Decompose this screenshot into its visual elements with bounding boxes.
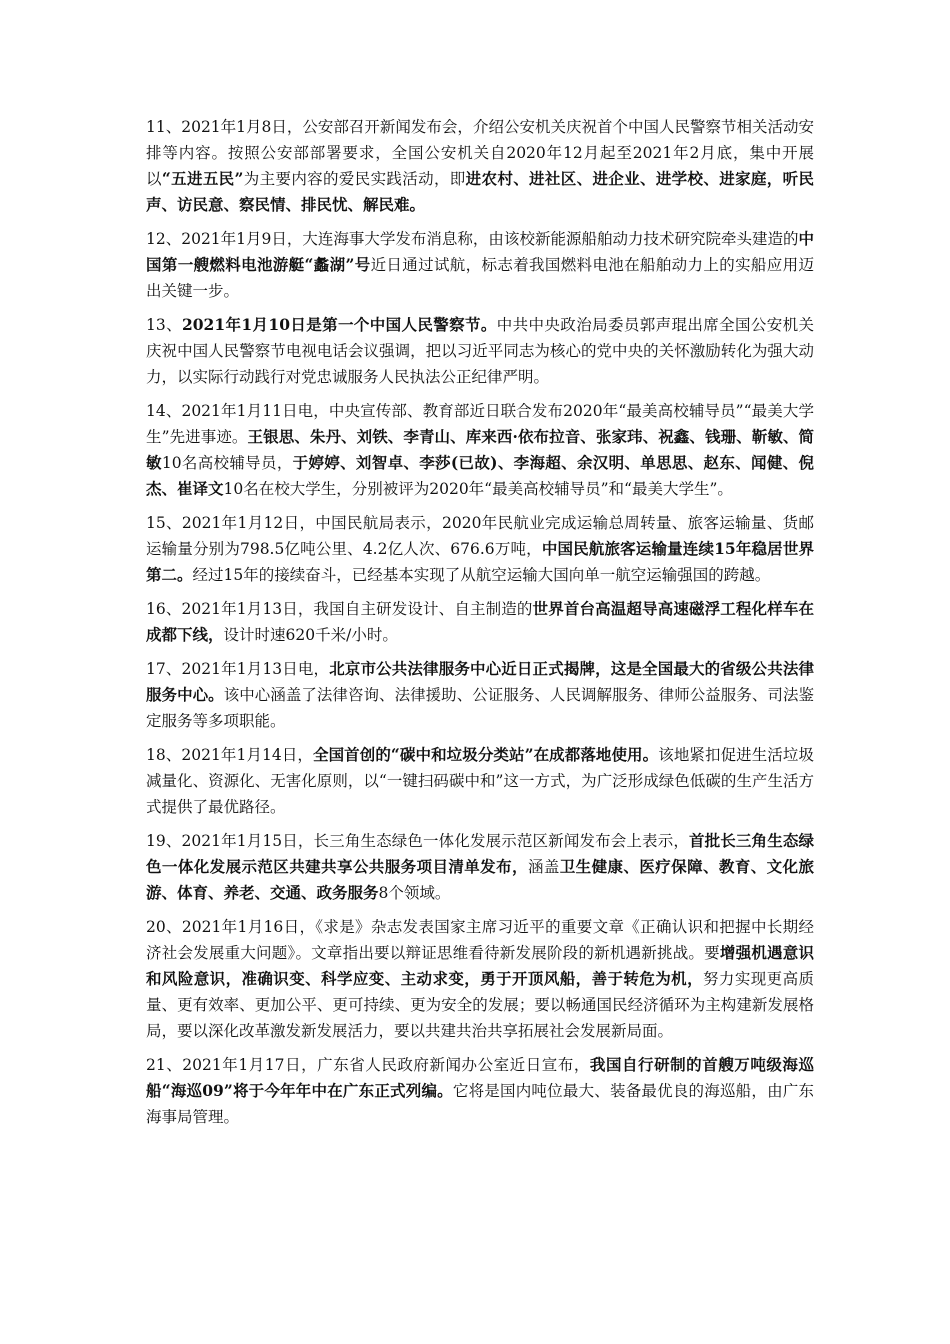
news-item-highlight: 世界首台高温超导高速磁浮工程化样车在成都下线，	[146, 599, 814, 644]
news-item	[146, 656, 814, 734]
news-item-text: 设计时速620千米/小时。	[223, 626, 398, 644]
news-item-text: 14、2021年1月11日电，中央宣传部、教育部近日联合发布2020年“最美高校辅导员”“最美大学生”先进事迹。	[146, 402, 814, 446]
news-item-text: 16、2021年1月13日，我国自主研发设计、自主制造的	[146, 600, 533, 618]
news-item-highlight: 全国首创的“碳中和垃圾分类站”在成都落地使用。	[313, 745, 659, 764]
news-item-text: 21、2021年1月17日，广东省人民政府新闻办公室近日宣布，	[146, 1056, 590, 1074]
news-item-highlight: 于婷婷、刘智卓、李莎(已故)、李海超、余汉明、单思思、赵东、闻健、倪杰、崔译文	[146, 453, 814, 498]
news-item-text: 它将是国内吨位最大、装备最优良的海巡船，由广东海事局管理。	[146, 1082, 814, 1126]
news-item-highlight: “五进五民”	[161, 169, 244, 188]
news-item-text: 17、2021年1月13日电，	[146, 660, 330, 678]
news-item	[146, 742, 814, 820]
news-item-text: 涵盖	[527, 858, 560, 876]
news-item	[146, 596, 814, 648]
news-item	[146, 398, 814, 502]
news-item-text: 13、	[146, 316, 182, 334]
news-item-highlight: 2021年1月10日是第一个中国人民警察节。	[181, 315, 497, 334]
news-item-text: 该地紧扣促进生活垃圾减量化、资源化、无害化原则，以“一键扫码碳中和”这一方式，为广泛形成绿色低碳的生产生活方式提供了最优路径。	[146, 746, 814, 816]
news-item-text: 11、2021年1月8日，公安部召开新闻发布会，介绍公安机关庆祝首个中国人民警察节相关活动安排等内容。按照公安部部署要求，全国公安机关自2020年12月起至2021年2月底，集中开展以	[146, 118, 814, 188]
news-item	[146, 226, 814, 304]
news-item-highlight: 卫生健康、医疗保障、教育、文化旅游、体育、养老、交通、政务服务	[146, 857, 814, 902]
news-item-text: 20、2021年1月16日，《求是》杂志发表国家主席习近平的重要文章《正确认识和把握中长期经济社会发展重大问题》。文章指出要以辩证思维看待新发展阶段的新机遇新挑战。要	[146, 918, 814, 962]
news-item-text: 为主要内容的爱民实践活动，即	[243, 170, 466, 188]
news-item-text: 18、2021年1月14日，	[146, 746, 313, 764]
news-item	[146, 828, 814, 906]
news-item-text: 15、2021年1月12日，中国民航局表示，2020年民航业完成运输总周转量、旅客运输量、货邮运输量分别为798.5亿吨公里、4.2亿人次、676.6万吨，	[146, 514, 814, 558]
news-item-text: 经过15年的接续奋斗，已经基本实现了从航空运输大国向单一航空运输强国的跨越。	[192, 566, 771, 584]
news-list	[146, 114, 814, 1138]
news-item	[146, 914, 814, 1044]
news-item-highlight: 我国自行研制的首艘万吨级海巡船“海巡09”将于今年年中在广东正式列编。	[146, 1055, 814, 1100]
news-item-highlight: 首批长三角生态绿色一体化发展示范区共建共享公共服务项目清单发布，	[146, 831, 814, 876]
news-item	[146, 1052, 814, 1130]
news-item	[146, 312, 814, 390]
news-item	[146, 510, 814, 588]
news-item-text: 10名在校大学生，分别被评为2020年“最美高校辅导员”和“最美大学生”。	[223, 480, 733, 498]
news-item-highlight: 王银思、朱丹、刘铁、李青山、库来西·依布拉音、张家玮、祝鑫、钱珊、靳敏、简敏	[146, 427, 814, 472]
news-item-highlight: 中国民航旅客运输量连续15年稳居世界第二。	[146, 539, 814, 584]
news-item-text: 19、2021年1月15日，长三角生态绿色一体化发展示范区新闻发布会上表示，	[146, 832, 689, 850]
news-item-highlight: 进农村、进社区、进企业、进学校、进家庭，听民声、访民意、察民情、排民忧、解民难。	[146, 169, 814, 214]
news-item-text: 12、2021年1月9日，大连海事大学发布消息称，由该校新能源船舶动力技术研究院牵头建造的	[146, 230, 799, 248]
news-item	[146, 114, 814, 218]
news-item-text: 10名高校辅导员，	[161, 454, 293, 472]
news-item-text: 近日通过试航，标志着我国燃料电池在船舶动力上的实船应用迈出关键一步。	[146, 256, 814, 300]
news-item-text: 8个领域。	[378, 884, 451, 902]
news-item-text: 该中心涵盖了法律咨询、法律援助、公证服务、人民调解服务、律师公益服务、司法鉴定服务等多项职能。	[146, 686, 814, 730]
news-item-text: 努力实现更高质量、更有效率、更加公平、更可持续、更为安全的发展；要以畅通国民经济循环为主构建新发展格局，要以深化改革激发新发展活力，要以共建共治共享拓展社会发展新局面。	[146, 970, 814, 1040]
news-item-text: 中共中央政治局委员郭声琨出席全国公安机关庆祝中国人民警察节电视电话会议强调，把以习近平同志为核心的党中央的关怀激励转化为强大动力，以实际行动践行对党忠诚服务人民执法公正纪律严明。	[146, 316, 814, 386]
news-item-highlight: 增强机遇意识和风险意识，准确识变、科学应变、主动求变，勇于开顶风船，善于转危为机，	[146, 943, 814, 988]
news-item-highlight: 中国第一艘燃料电池游艇“蠡湖”号	[146, 229, 814, 274]
news-item-highlight: 北京市公共法律服务中心近日正式揭牌，这是全国最大的省级公共法律服务中心。	[146, 659, 814, 704]
